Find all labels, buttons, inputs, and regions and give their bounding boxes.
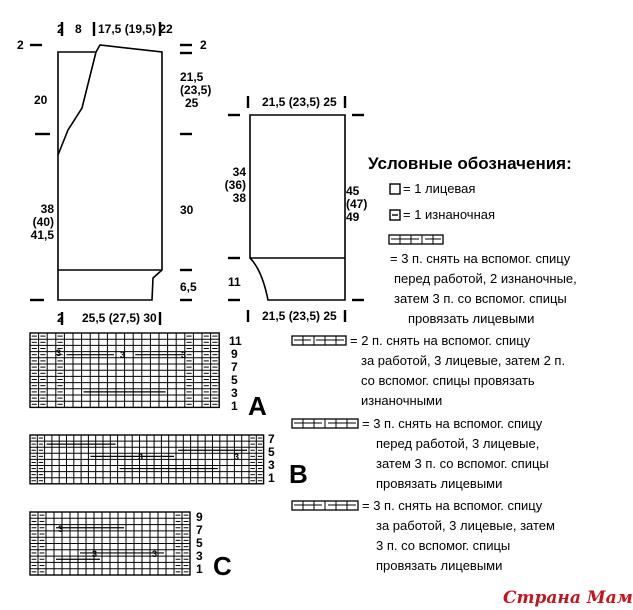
- legend-line: перед работой, 2 изнаночные,: [394, 271, 577, 286]
- legend-cable-front-2-3: [350, 331, 565, 411]
- chart-c-row-7: 7: [196, 523, 203, 537]
- chart-a-row-5: 5: [231, 373, 238, 387]
- dim-sleeve-left-lower: 11: [228, 275, 241, 289]
- body-armhole-curve: [58, 52, 96, 155]
- watermark: Страна Мам: [503, 588, 633, 608]
- chart-a-row-9: 9: [231, 347, 238, 361]
- chart-a-row-3: 3: [231, 386, 238, 400]
- legend-line: за работой, 3 лицевые, затем: [376, 518, 555, 533]
- chart-c-cable-mark: 3: [58, 524, 64, 534]
- dim-back-bottom: 25,5 (27,5) 30: [82, 311, 157, 325]
- legend-line: = 3 п. снять на вспомог. спицу: [362, 416, 543, 431]
- dim-value: (47): [346, 197, 368, 211]
- body-piece-outline: [58, 45, 162, 300]
- chart-a-cable-mark: 3: [181, 350, 187, 360]
- legend-line: 3 п. со вспомог. спицы: [376, 538, 511, 553]
- legend-line: перед работой, 3 лицевые,: [376, 436, 540, 451]
- dim-sleeve-top: 21,5 (23,5) 25: [262, 95, 337, 109]
- dim-value: 34: [232, 165, 246, 179]
- dim-back-top-right: 17,5 (19,5) 22: [98, 22, 173, 36]
- dim-back-top-left: 2: [57, 22, 64, 36]
- dim-value: (36): [224, 178, 246, 192]
- knit-stitch-symbol: [389, 183, 401, 195]
- legend-line: затем 3 п. со вспомог. спицы: [376, 456, 549, 471]
- legend-line: = 3 п. снять на вспомог. спицу: [390, 251, 571, 266]
- dim-back-right-mid: 30: [180, 203, 194, 217]
- cable-6b-symbol: [291, 500, 359, 511]
- chart-c-cable-mark: 3: [152, 549, 158, 559]
- chart-a-cable-mark: 3: [56, 348, 62, 358]
- dim-value: 38: [232, 191, 246, 205]
- dim-back-top-mid: 8: [75, 22, 82, 36]
- chart-c-row-3: 3: [196, 549, 203, 563]
- dim-value: 38: [40, 202, 54, 216]
- dim-value: 41,5: [30, 228, 54, 242]
- chart-a-label: A: [248, 391, 267, 421]
- dim-value: 21,5: [180, 70, 204, 84]
- dim-back-right-upper: [180, 71, 211, 110]
- dim-sleeve-bottom: 21,5 (23,5) 25: [262, 309, 337, 323]
- chart-c-cable-mark: 3: [92, 549, 98, 559]
- chart-c-row-9: 9: [196, 510, 203, 524]
- cable-5-symbol: [388, 234, 444, 245]
- dim-value: (40): [32, 215, 54, 229]
- chart-b-label: B: [289, 459, 308, 489]
- legend-cable-front-3-3: [362, 496, 555, 576]
- dim-back-left-body: [18, 203, 54, 242]
- legend-line: изнаночными: [361, 393, 443, 408]
- legend-line: = 2 п. снять на вспомог. спицу: [350, 333, 531, 348]
- legend-line: со вспомог. спицы провязать: [361, 373, 535, 388]
- dim-sleeve-left-body: [218, 166, 246, 205]
- legend-cable-back-3-3: [362, 414, 549, 494]
- cable-5b-symbol: [291, 335, 347, 346]
- chart-b-cable-mark: 3: [138, 452, 144, 462]
- cable-6-symbol: [291, 418, 359, 429]
- dim-value: 45: [346, 184, 360, 198]
- legend-line: = 3 п. снять на вспомог. спицу: [362, 498, 543, 513]
- chart-a-row-11: 11: [229, 334, 242, 348]
- dim-back-bottom-left: 2: [57, 311, 64, 325]
- legend-line: провязать лицевыми: [376, 558, 503, 573]
- stitch-chart-a: [30, 333, 219, 407]
- stitch-chart-c: [30, 512, 190, 575]
- legend-line: затем 3 п. со вспомог. спицы: [394, 291, 567, 306]
- chart-b-cable-mark: 3: [234, 452, 240, 462]
- dim-back-left-armhole: 20: [34, 93, 48, 107]
- sleeve-outline: [250, 115, 345, 300]
- legend-line: за работой, 3 лицевые, затем 2 п.: [361, 353, 566, 368]
- dim-back-left-top: 2: [17, 38, 24, 52]
- legend-title: Условные обозначения:: [368, 154, 572, 173]
- dim-back-right-lower: 6,5: [180, 280, 197, 294]
- dim-value: 25: [185, 96, 199, 110]
- dim-back-right-top: 2: [200, 38, 207, 52]
- dim-value: (23,5): [180, 83, 212, 97]
- dim-value: 49: [346, 210, 360, 224]
- legend-line: провязать лицевыми: [376, 476, 503, 491]
- legend-cable-back-3-2: [384, 249, 577, 329]
- purl-stitch-symbol: [389, 209, 401, 221]
- legend-knit: = 1 лицевая: [403, 181, 476, 196]
- chart-c-label: C: [213, 551, 232, 581]
- chart-a-row-7: 7: [231, 360, 238, 374]
- stitch-chart-b: [30, 435, 264, 484]
- chart-b-row-1: 1: [268, 471, 275, 485]
- legend-purl: = 1 изнаночная: [403, 207, 496, 222]
- dim-sleeve-right-body: [346, 185, 367, 224]
- legend-line: провязать лицевыми: [408, 311, 535, 326]
- chart-c-row-1: 1: [196, 562, 203, 576]
- chart-a-cable-mark: 3: [120, 350, 126, 360]
- chart-b-row-7: 7: [268, 432, 275, 446]
- chart-a-row-1: 1: [231, 399, 238, 413]
- chart-b-row-3: 3: [268, 458, 275, 472]
- chart-b-row-5: 5: [268, 445, 275, 459]
- chart-c-row-5: 5: [196, 536, 203, 550]
